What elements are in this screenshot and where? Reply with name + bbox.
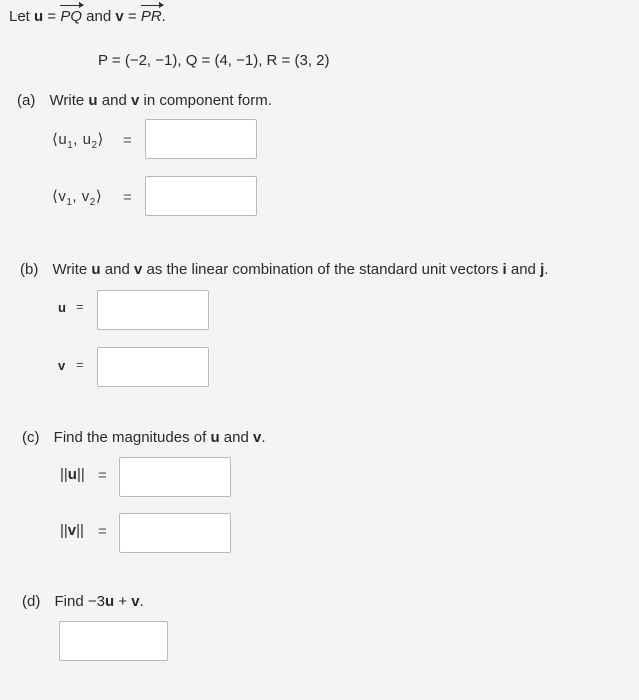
part-d-u: u bbox=[104, 593, 115, 610]
part-c-u: u bbox=[210, 429, 220, 446]
intro-eq1: = bbox=[47, 8, 57, 25]
part-b-and2: and bbox=[510, 261, 536, 278]
v-comp-sub1: 1 bbox=[66, 197, 73, 208]
part-d-coef: −3 bbox=[87, 593, 105, 610]
part-d-letter: (d) bbox=[22, 593, 41, 610]
v-components-answer-input[interactable] bbox=[145, 176, 257, 216]
vector-pq: PQ bbox=[60, 8, 82, 25]
part-b-period: . bbox=[544, 261, 549, 278]
expression-answer-input[interactable] bbox=[59, 621, 168, 661]
v-comp-close: ⟩ bbox=[95, 188, 103, 205]
intro-let: Let bbox=[9, 8, 30, 25]
part-c-v: v bbox=[252, 429, 262, 446]
intro-eq2: = bbox=[127, 8, 137, 25]
u-comp-open: ⟨u bbox=[52, 131, 68, 148]
part-d-period: . bbox=[139, 593, 144, 610]
part-b-u: u bbox=[91, 261, 101, 278]
intro-v: v bbox=[115, 8, 124, 25]
v-comp-mid: , v bbox=[72, 188, 90, 205]
v-magnitude-equals: = bbox=[98, 523, 107, 540]
part-a-prompt bbox=[17, 92, 272, 109]
u-magnitude-equals: = bbox=[98, 467, 107, 484]
part-d-v: v bbox=[131, 593, 140, 610]
part-c-prompt bbox=[22, 429, 266, 446]
u-linear-equals: = bbox=[76, 299, 84, 314]
intro-period: . bbox=[161, 8, 166, 25]
part-b-text-pre: Write bbox=[52, 261, 88, 278]
part-b-j: j bbox=[540, 261, 545, 278]
vector-pr: PR bbox=[140, 8, 162, 25]
u-magnitude-label bbox=[60, 466, 85, 483]
v-comp-open: ⟨v bbox=[52, 188, 67, 205]
u-components-equals: = bbox=[123, 132, 132, 149]
u-linear-answer-input[interactable] bbox=[97, 290, 209, 330]
intro-u: u bbox=[34, 8, 44, 25]
part-b-prompt bbox=[20, 261, 548, 278]
part-b-letter: (b) bbox=[20, 261, 39, 278]
intro-line bbox=[9, 8, 166, 25]
v-magnitude-label bbox=[60, 522, 84, 539]
u-mag-open: || bbox=[60, 466, 68, 483]
part-c-period: . bbox=[261, 429, 266, 446]
part-c-letter: (c) bbox=[22, 429, 40, 446]
part-a-u: u bbox=[88, 92, 98, 109]
part-d-text-pre: Find bbox=[54, 593, 84, 610]
u-comp-mid: , u bbox=[73, 131, 92, 148]
part-a-letter: (a) bbox=[17, 92, 36, 109]
part-a-text-pre: Write bbox=[49, 92, 85, 109]
v-components-label bbox=[52, 187, 102, 208]
part-c-and: and bbox=[223, 429, 249, 446]
intro-and: and bbox=[86, 8, 112, 25]
part-c-text-pre: Find the magnitudes of bbox=[53, 429, 207, 446]
v-linear-equals: = bbox=[76, 357, 84, 372]
v-comp-sub2: 2 bbox=[89, 197, 96, 208]
part-b-i: i bbox=[502, 261, 507, 278]
u-comp-sub1: 1 bbox=[67, 140, 74, 151]
v-linear-label: v bbox=[58, 358, 66, 373]
part-b-v: v bbox=[133, 261, 143, 278]
u-comp-close: ⟩ bbox=[97, 131, 104, 148]
v-mag-close: || bbox=[76, 522, 84, 539]
v-components-equals: = bbox=[123, 189, 132, 206]
v-mag-v: v bbox=[67, 522, 77, 539]
u-comp-sub2: 2 bbox=[91, 140, 98, 151]
v-magnitude-answer-input[interactable] bbox=[119, 513, 231, 553]
part-a-v: v bbox=[130, 92, 140, 109]
u-linear-label: u bbox=[58, 300, 66, 315]
u-components-label bbox=[52, 130, 104, 151]
part-d-prompt bbox=[22, 593, 144, 610]
u-magnitude-answer-input[interactable] bbox=[119, 457, 231, 497]
part-a-and: and bbox=[101, 92, 127, 109]
v-mag-open: || bbox=[60, 522, 68, 539]
u-mag-u: u bbox=[67, 466, 77, 483]
u-mag-close: || bbox=[76, 466, 85, 483]
points-definition: P = (−2, −1), Q = (4, −1), R = (3, 2) bbox=[98, 52, 330, 69]
part-d-plus: + bbox=[118, 593, 128, 610]
part-b-and: and bbox=[104, 261, 130, 278]
v-linear-answer-input[interactable] bbox=[97, 347, 209, 387]
part-a-text-post: in component form. bbox=[143, 92, 272, 109]
part-b-text-mid: as the linear combination of the standard unit vectors bbox=[146, 261, 499, 278]
u-components-answer-input[interactable] bbox=[145, 119, 257, 159]
